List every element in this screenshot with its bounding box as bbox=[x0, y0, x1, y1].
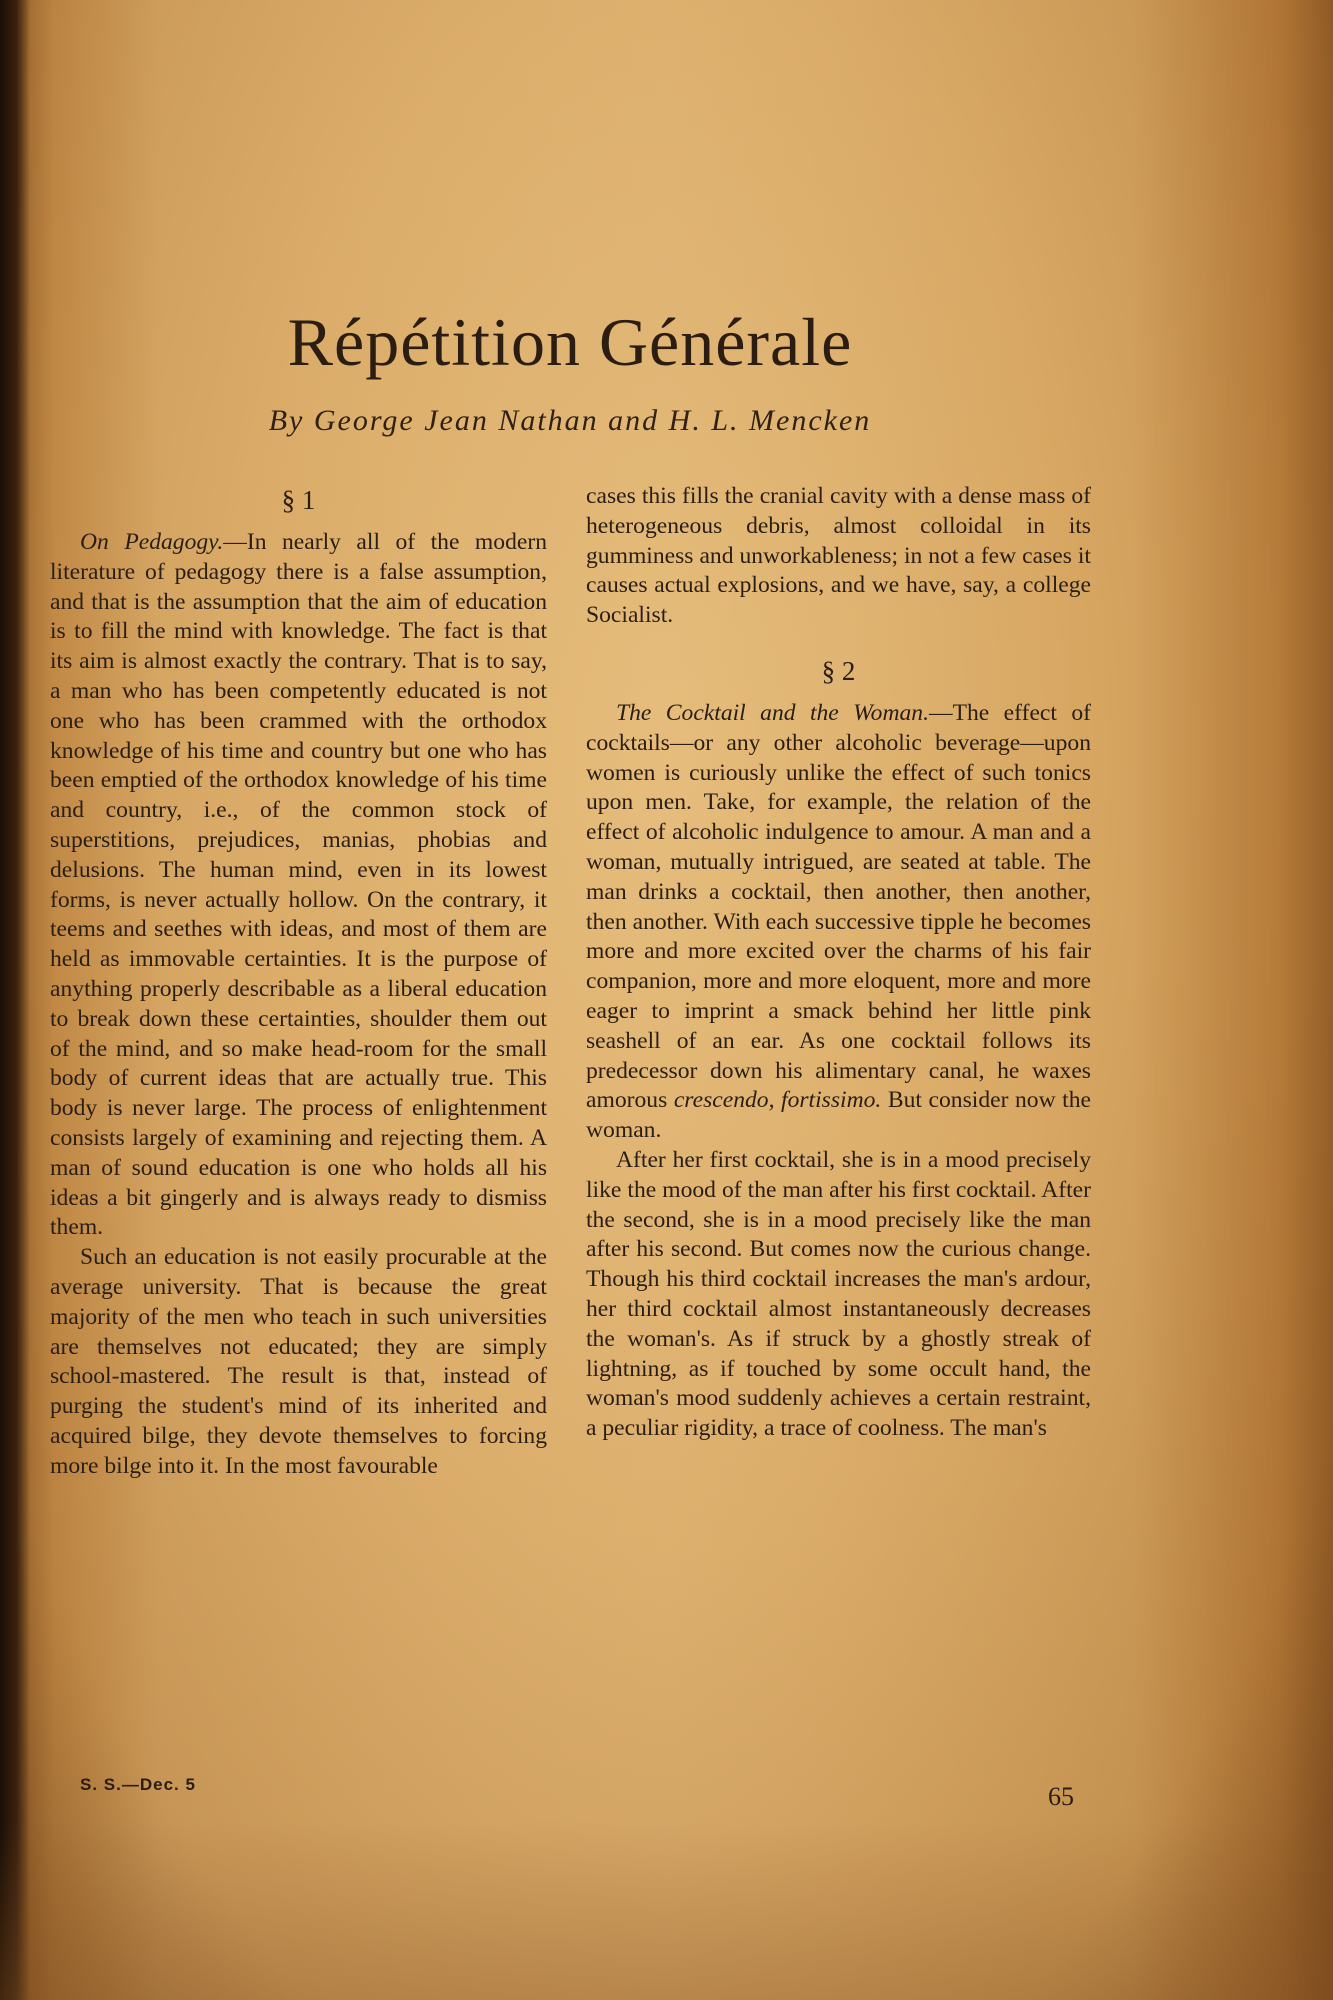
page-number: 65 bbox=[1048, 1782, 1074, 1811]
paragraph-pedagogy-2-continued: cases this fills the cranial cavity with a dense mass of heterogeneous debris, almost colloidal in its gumminess and unworkableness; in not a few cases it causes actual explosions, and we have, say, a college Socialist. bbox=[586, 483, 1091, 629]
paragraph-pedagogy-2: Such an education is not easily procurable at the average university. That is because the great majority of the men who teach in such universities are themselves not educated; they are simply school-mastered. The result is that, instead of purging the student's mind of its inherited and acquired bilge, they devote themselves to forcing more bilge into it. In the most favourable bbox=[50, 1244, 547, 1479]
section-heading-cocktail: The Cocktail and the Woman. bbox=[616, 699, 929, 726]
book-spine-shadow bbox=[0, 0, 30, 2000]
section-heading-pedagogy: On Pedagogy. bbox=[80, 529, 224, 555]
paragraph-pedagogy-1-text: —In nearly all of the modern literature of pedagogy there is a false assumption, and that is the assumption that the aim of education is to fill the mind with knowledge. The fact is that its aim is almost exactly the contrary. That is to say, a man who has been competently educated is not one who has been crammed with the orthodox knowledge of his time and country but one who has been emptied of the orthodox knowledge of his time and country, i.e., of the common stock of superstitions, prejudices, manias, phobias and delusions. The human mind, even in its lowest forms, is never actually hollow. On the contrary, it teems and seethes with ideas, and most of them are held as immovable certainties. It is the purpose of anything properly describable as a liberal education to break down these certainties, shoulder them out of the mind, and so make head-room for the small body of current ideas that are actually true. This body is never large. The process of enlightenment consists largely of examining and rejecting them. A man of sound education is one who holds all his ideas a bit gingerly and is always ready to dismiss them. bbox=[50, 529, 548, 1241]
paragraph-cocktail-1-text: —The effect of cocktails—or any other alcoholic beverage—upon women is curiously unlike the effect of such tonics upon men. Take, for example, the relation of the effect of alcoholic indulgence to amour. A man and a woman, mutually intrigued, are seated at table. The man drinks a cocktail, then another, then another, then another. With each successive tipple he becomes more and more excited over the charms of his fair companion, more and more eloquent, more and more eager to imprint a smack behind her little pink seashell of an ear. As one cocktail follows its predecessor down his alimentary canal, he waxes amorous bbox=[586, 699, 1091, 1114]
article-title: Répétition Générale bbox=[287, 304, 853, 380]
section-mark-1: § 1 bbox=[281, 485, 316, 515]
paragraph-cocktail-2: After her first cocktail, she is in a mood precisely like the mood of the man after his first cocktail. After the second, she is in a mood precisely like the man after his second. But comes now the curious change. Though his third cocktail increases the man's ardour, her third cocktail almost instantaneously decreases the woman's. As if struck by a ghostly streak of lightning, as if touched by some occult hand, the woman's mood suddenly achieves a certain restraint, a peculiar rigidity, a trace of coolness. The man's bbox=[586, 1146, 1091, 1442]
text-column-left bbox=[50, 482, 547, 1482]
paper-aging-overlay bbox=[0, 1820, 1333, 2000]
paragraph-cocktail-1-italic: crescendo, fortissimo. bbox=[673, 1087, 882, 1114]
article-byline: By George Jean Nathan and H. L. Mencken bbox=[268, 404, 872, 437]
signature-mark: S. S.—Dec. 5 bbox=[80, 1775, 196, 1794]
paragraph-cocktail-1 bbox=[586, 699, 1091, 1146]
paragraph-cocktail-1-tail: But consider now the woman. bbox=[586, 1087, 1091, 1144]
section-mark-2: § 2 bbox=[821, 655, 856, 686]
text-column-right bbox=[586, 482, 1091, 1444]
paragraph-pedagogy-1 bbox=[50, 528, 547, 1243]
